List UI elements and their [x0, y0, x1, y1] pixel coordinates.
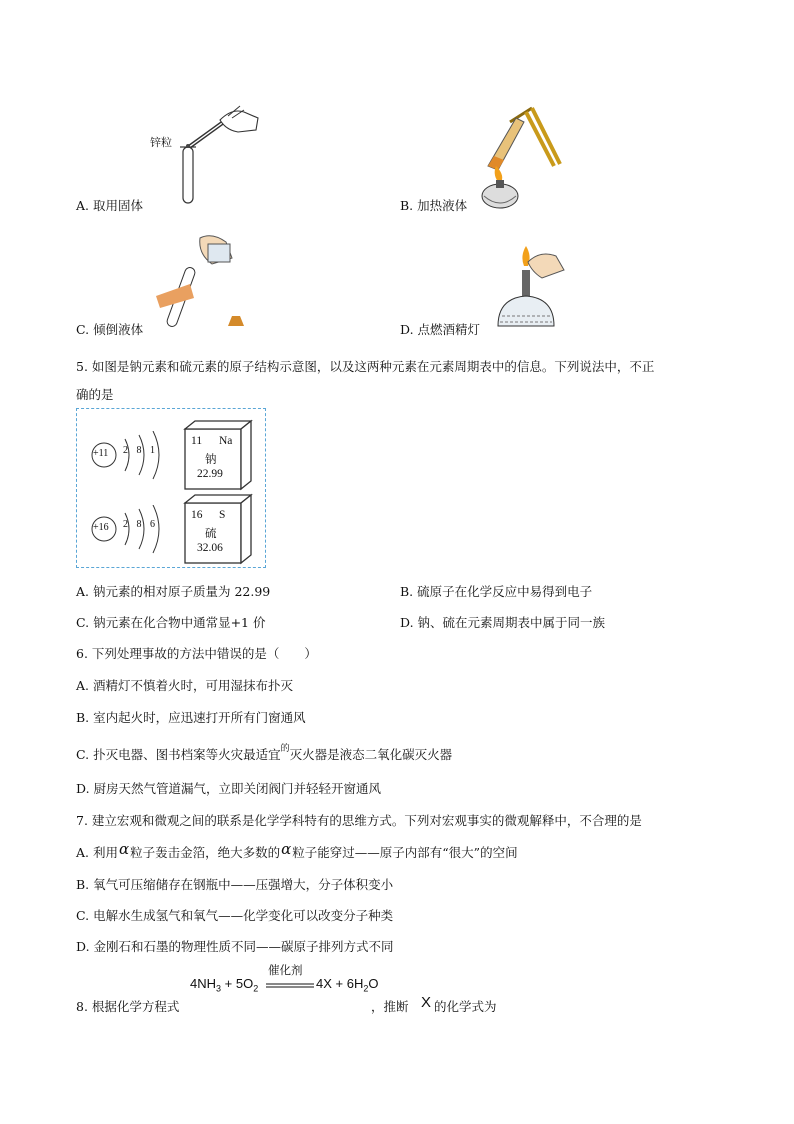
s-symbol: S — [219, 509, 226, 521]
alpha-symbol: α — [118, 840, 130, 858]
na-atomic-number: 11 — [191, 435, 203, 447]
na-shells: 2 8 1 — [123, 445, 158, 456]
test-tube-tweezers-icon — [140, 100, 270, 210]
q8-stem — [76, 994, 556, 1015]
q5-figure — [76, 408, 266, 568]
equation-catalyst: 催化剂 — [268, 963, 303, 977]
s-name: 硫 — [205, 528, 217, 540]
s-atom-diagram — [87, 505, 171, 555]
equation-reactants — [190, 976, 258, 994]
q6-option-a: A. 酒精灯不慎着火时，可用湿抹布扑灭 — [76, 678, 293, 693]
na-mass: 22.99 — [197, 468, 223, 480]
eq-products-main: 4X + 6H — [316, 976, 364, 991]
q5-option-c: C. 钠元素在化合物中通常显+1 价 — [76, 615, 266, 630]
equation-equals-bar — [266, 982, 314, 990]
equation-products — [316, 976, 378, 994]
q7-option-a-mid: 粒子轰击金箔，绝大多数的 — [130, 845, 281, 860]
s-element-cell — [183, 493, 253, 567]
q4-option-c: C. 倾倒液体 — [76, 322, 144, 337]
q7-stem: 7. 建立宏观和微观之间的联系是化学学科特有的思维方式。下列对宏观事实的微观解释中，不合理的是 — [76, 813, 642, 828]
q8-stem-end: 的化学式为 — [434, 999, 497, 1014]
q7-option-d: D. 金刚石和石墨的物理性质不同——碳原子排列方式不同 — [76, 939, 394, 954]
q4-figure-c-stopper — [226, 314, 246, 328]
s-atomic-number: 16 — [191, 509, 203, 521]
q7-option-a-post: 粒子能穿过——原子内部有“很大”的空间 — [292, 845, 518, 860]
chemical-equation — [190, 962, 390, 1002]
q4-figure-a — [140, 100, 270, 210]
q5-option-d: D. 钠、硫在元素周期表中属于同一族 — [400, 615, 606, 630]
q6-option-d: D. 厨房天然气管道漏气，立即关闭阀门并轻轻开窗通风 — [76, 781, 382, 796]
q6-option-c-pre: C. 扑灭电器、图书档案等火灾最适宜 — [76, 747, 281, 762]
eq-h2o-end: O — [368, 976, 379, 991]
q6-option-c-sup: 的 — [280, 744, 290, 754]
q4-option-b: B. 加热液体 — [400, 198, 468, 213]
q4-option-d: D. 点燃酒精灯 — [400, 322, 481, 337]
q6-option-c-post: 灭火器是液态二氧化碳灭火器 — [289, 747, 453, 762]
na-symbol: Na — [219, 435, 233, 447]
eq-o2-sub: 2 — [253, 983, 259, 994]
q7-option-c: C. 电解水生成氢气和氧气——化学变化可以改变分子种类 — [76, 908, 394, 923]
q5-option-a: A. 钠元素的相对原子质量为 22.99 — [76, 584, 271, 599]
q4-figure-b — [470, 104, 570, 212]
q8-x-symbol: X — [421, 994, 432, 1011]
q7-option-b: B. 氧气可压缩储存在钢瓶中——压强增大，分子体积变小 — [76, 877, 394, 892]
eq-o2: + 5O — [221, 976, 254, 991]
eq-h2o-sub: 2 — [363, 983, 369, 994]
q4-figure-d — [488, 236, 568, 336]
s-nucleus: +16 — [93, 522, 109, 533]
q7-option-a-pre: A. 利用 — [76, 845, 118, 860]
eq-nh3-sub: 3 — [216, 983, 222, 994]
q8-stem-pre: 8. 根据化学方程式 — [76, 999, 180, 1014]
na-name: 钠 — [205, 454, 217, 466]
q4-option-a: A. 取用固体 — [76, 198, 143, 213]
eq-nh3: 4NH — [190, 976, 217, 991]
na-atom-diagram — [87, 431, 171, 481]
q5-stem-line2: 确的是 — [76, 387, 114, 402]
na-nucleus: +11 — [93, 448, 109, 459]
s-shells: 2 8 6 — [123, 519, 158, 530]
q8-stem-post: ，推断 — [371, 999, 409, 1014]
na-element-cell — [183, 419, 253, 493]
lighting-alcohol-lamp-icon — [488, 236, 568, 336]
q7-option-a — [76, 840, 518, 861]
q6-option-b: B. 室内起火时，应迅速打开所有门窗通风 — [76, 710, 306, 725]
q6-stem: 6. 下列处理事故的方法中错误的是（ ） — [76, 646, 317, 661]
zinc-label: 锌粒 — [150, 136, 172, 149]
q6-option-c — [76, 745, 452, 763]
heating-liquid-icon — [470, 104, 570, 212]
alpha-symbol-2: α — [281, 840, 292, 858]
q5-option-b: B. 硫原子在化学反应中易得到电子 — [400, 584, 593, 599]
s-mass: 32.06 — [197, 542, 223, 554]
q5-stem-line1: 5. 如图是钠元素和硫元素的原子结构示意图，以及这两种元素在元素周期表中的信息。下列说法中，不正 — [76, 359, 655, 374]
